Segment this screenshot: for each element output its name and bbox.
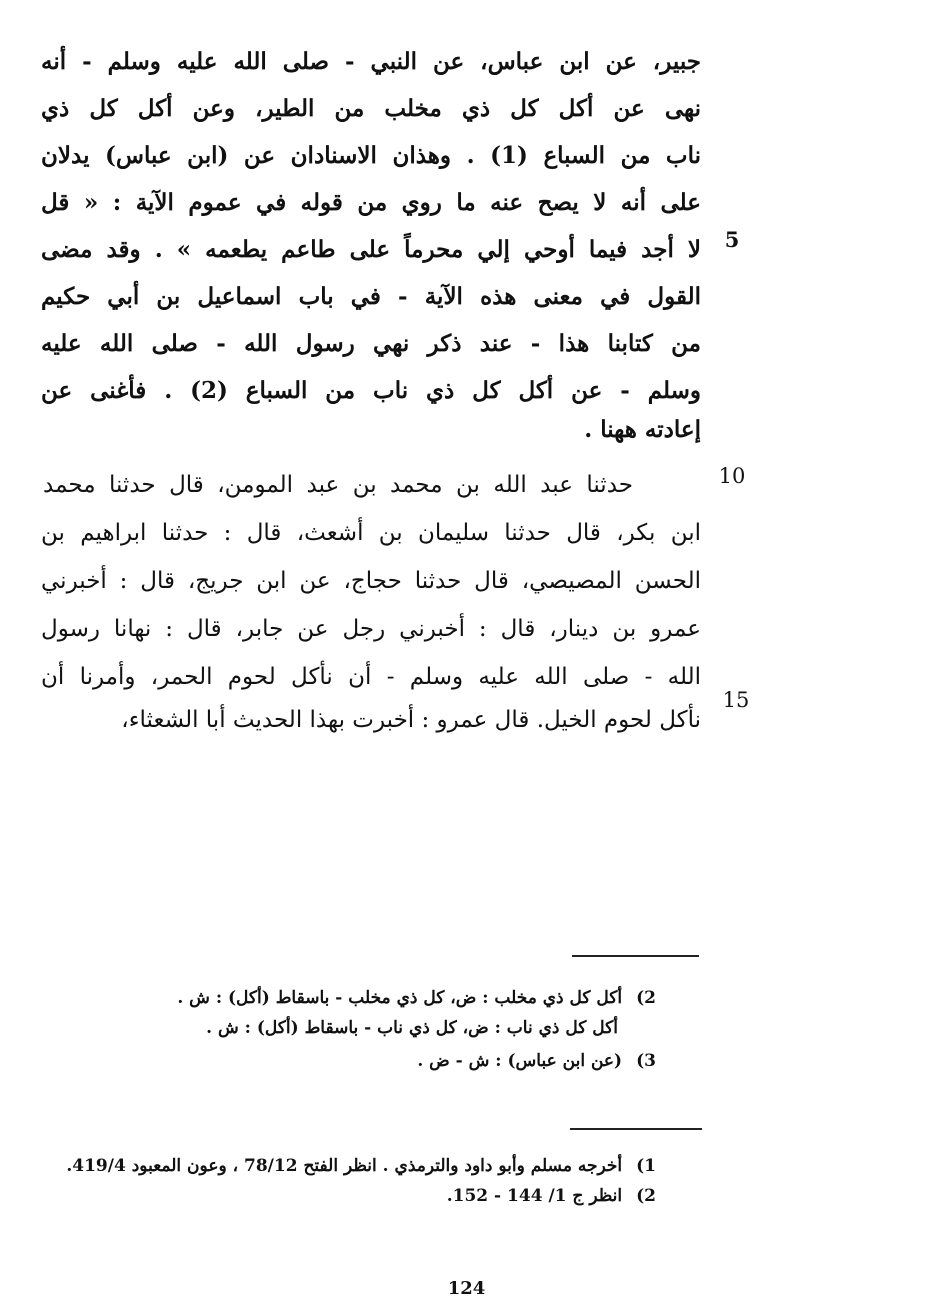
text-line: من كتابنا هذا - عند ذكر نهي رسول الله - صلى الله عليه [41, 330, 701, 357]
text-line: نهى عن أكل كل ذي مخلب من الطير، وعن أكل كل ذي [41, 95, 701, 122]
note-marker: 2) [636, 988, 656, 1008]
text-line: نأكل لحوم الخيل. قال عمرو : أخبرت بهذا الحديث أبا الشعثاء، [121, 707, 701, 733]
note-text: (عن ابن عباس) : ش - ض . [417, 1051, 623, 1071]
note-text: أخرجه مسلم وأبو داود والترمذي . انظر الفتح 78/12 ، وعون المعبود 419/4. [66, 1156, 623, 1176]
note-text: أكل كل ذي ناب : ض، كل ذي ناب - باسقاط (أكل) : ش . [206, 1018, 618, 1038]
text-line: لا أجد فيما أوحي إلي محرماً على طاعم يطعمه » . وقد مضى [41, 236, 701, 263]
line-number: 5 [724, 227, 740, 252]
notes-divider [572, 955, 699, 957]
footnote [447, 1181, 656, 1211]
note-text: انظر ج 1/ 144 - 152. [446, 1186, 623, 1206]
text-line: على أنه لا يصح عنه ما روي من قوله في عموم الآية : « قل [41, 189, 701, 216]
text-line: الحسن المصيصي، قال حدثنا حجاج، عن ابن جريج، قال : أخبرني [41, 568, 701, 594]
text-line: وسلم - عن أكل كل ذي ناب من السباع (2) . فأغنى عن [41, 377, 701, 404]
text-line: حدثنا عبد الله بن محمد بن عبد المومن، قال حدثنا محمد [43, 472, 633, 498]
line-number: 15 [722, 688, 750, 712]
variant-note [417, 1046, 656, 1076]
note-text: أكل كل ذي مخلب : ض، كل ذي مخلب - باسقاط (أكل) : ش . [177, 988, 623, 1008]
note-marker: 2) [636, 1186, 656, 1206]
variant-note [206, 1013, 618, 1043]
text-line: ناب من السباع (1) . وهذان الاسنادان عن (ابن عباس) يدلان [41, 142, 701, 169]
note-marker: 3) [636, 1051, 656, 1071]
text-line: إعادته ههنا . [584, 416, 701, 443]
text-line: ابن بكر، قال حدثنا سليمان بن أشعث، قال : حدثنا ابراهيم بن [41, 520, 701, 546]
text-line: عمرو بن دينار، قال : أخبرني رجل عن جابر، قال : نهانا رسول [41, 616, 701, 642]
line-number: 10 [718, 464, 746, 488]
text-line: الله - صلى الله عليه وسلم - أن نأكل لحوم الحمر، وأمرنا أن [41, 664, 701, 690]
page-number: 124 [447, 1278, 486, 1299]
text-line: جبير، عن ابن عباس، عن النبي - صلى الله عليه وسلم - أنه [41, 48, 701, 75]
variant-note [177, 983, 656, 1013]
footnotes-divider [570, 1128, 702, 1130]
footnote [66, 1151, 656, 1181]
text-line: القول في معنى هذه الآية - في باب اسماعيل بن أبي حكيم [41, 283, 701, 310]
note-marker: 1) [636, 1156, 656, 1176]
